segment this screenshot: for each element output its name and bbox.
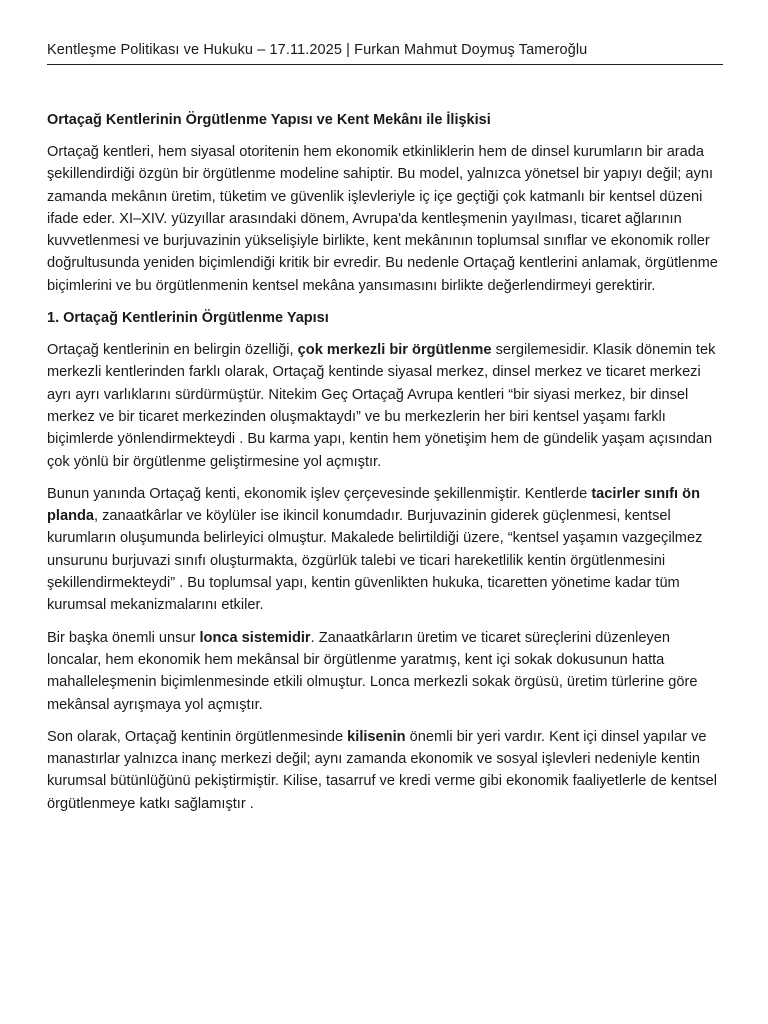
paragraph-text: sergilemesidir. Klasik dönemin tek merkezli kentlerinden farklı olarak, Ortaçağ kentinde siyasal merkez, dinsel merkez ve ticaret merkezi ayrı ayrı varlıklarını sürdürmüştür. Nitekim Geç Ortaçağ Avrupa kentleri “bir siyasi merkez, bir dinsel merkez ve bir ticaret merkezinden oluşmaktaydı” ve bu merkezlerin her biri kentsel yaşamı farklı biçimlerde yönlendirmekteydi . Bu karma yapı, kentin hem yönetişim hem de gündelik yaşam açısından çok yönlü bir örgütlenme geliştirmesine yol açmıştır. [47, 342, 716, 470]
paragraph-text: Ortaçağ kentlerinin en belirgin özelliği, [47, 342, 298, 359]
paragraph-multicentric [47, 339, 723, 473]
paragraph-text: Son olarak, Ortaçağ kentinin örgütlenmesinde [47, 728, 348, 745]
bold-emphasis: çok merkezli bir örgütlenme [297, 342, 492, 359]
paragraph-guilds [47, 627, 723, 716]
bold-emphasis: kilisenin [347, 728, 406, 745]
paragraph-text: . Zanaatkârların üretim ve ticaret süreçlerini düzenleyen loncalar, hem ekonomik hem mekânsal bir örgütlenme yaratmış, kent içi sokak dokusunun hatta mahalleleşmenin biçimlenmesinde etkili olmuştur. Lonca merkezli sokak örgüsü, üretim türlerine göre mekânsal ayrışmaya yol açmıştır. [47, 629, 698, 713]
paragraph-text: önemli bir yeri vardır. Kent içi dinsel yapılar ve manastırlar yalnızca inanç merkezi değil; aynı zamanda ekonomik ve sosyal işlevleri nedeniyle kentin kurumsal bütünlüğünü pekiştirmiştir. Kilise, tasarruf ve kredi verme gibi ekonomik faaliyetlerle de kentsel örgütlenmeye katkı sağlamıştır . [47, 728, 717, 812]
paragraph-text: Bunun yanında Ortaçağ kenti, ekonomik işlev çerçevesinde şekillenmiştir. Kentlerde [47, 485, 592, 502]
section-heading: 1. Ortaçağ Kentlerinin Örgütlenme Yapısı [47, 310, 329, 327]
document-title: Ortaçağ Kentlerinin Örgütlenme Yapısı ve Kent Mekânı ile İlişkisi [47, 112, 491, 128]
paragraph-text: , zanaatkârlar ve köylüler ise ikincil konumdadır. Burjuvazinin giderek güçlenmesi, kentsel kurumların oluşumunda belirleyici olmuştur. Makalede belirtildiği üzere, “kentsel yaşamın vazgeçilmez unsurunu burjuvazi sınıfı oluşturmakta, özgürlük talebi ve ticari hareketlilik kentin örgütlenmesini şekillendirmekteydi” . Bu toplumsal yapı, kentin güvenlikten hukuka, ticaretten yönetime kadar tüm kurumsal mekanizmalarını etkiler. [47, 508, 703, 614]
paragraph-text: Bir başka önemli unsur [47, 629, 200, 646]
document-body [47, 109, 723, 825]
bold-emphasis: lonca sistemidir [199, 629, 311, 646]
paragraph-merchants [47, 483, 723, 617]
bold-emphasis: tacirler sınıfı ön planda [47, 485, 700, 525]
paragraph-church [47, 726, 723, 815]
intro-paragraph: Ortaçağ kentleri, hem siyasal otoritenin hem ekonomik etkinliklerin hem de dinsel kurumların bir arada şekillendirdiği özgün bir örgütlenme modeline sahiptir. Bu model, yalnızca yönetsel bir yapıyı değil; aynı zamanda mekânın üretim, tüketim ve güvenlik işlevleriyle iç içe geçtiği çok katmanlı bir kentsel düzeni ifade eder. XI–XIV. yüzyıllar arasındaki dönem, Avrupa'da kentleşmenin yayılması, ticaret ağlarının kuvvetlenmesi ve burjuvazinin yükselişiyle birlikte, kent mekânının toplumsal sınıflar ve ekonomik roller doğrultusunda yeniden biçimlendiği kritik bir evredir. Bu nedenle Ortaçağ kentlerini anlamak, örgütlenme biçimlerini ve bu örgütlenmenin kentsel mekâna yansımasını birlikte değerlendirmeyi gerektirir. [47, 144, 718, 294]
running-header: Kentleşme Politikası ve Hukuku – 17.11.2025 | Furkan Mahmut Doymuş Tameroğlu [47, 42, 723, 65]
